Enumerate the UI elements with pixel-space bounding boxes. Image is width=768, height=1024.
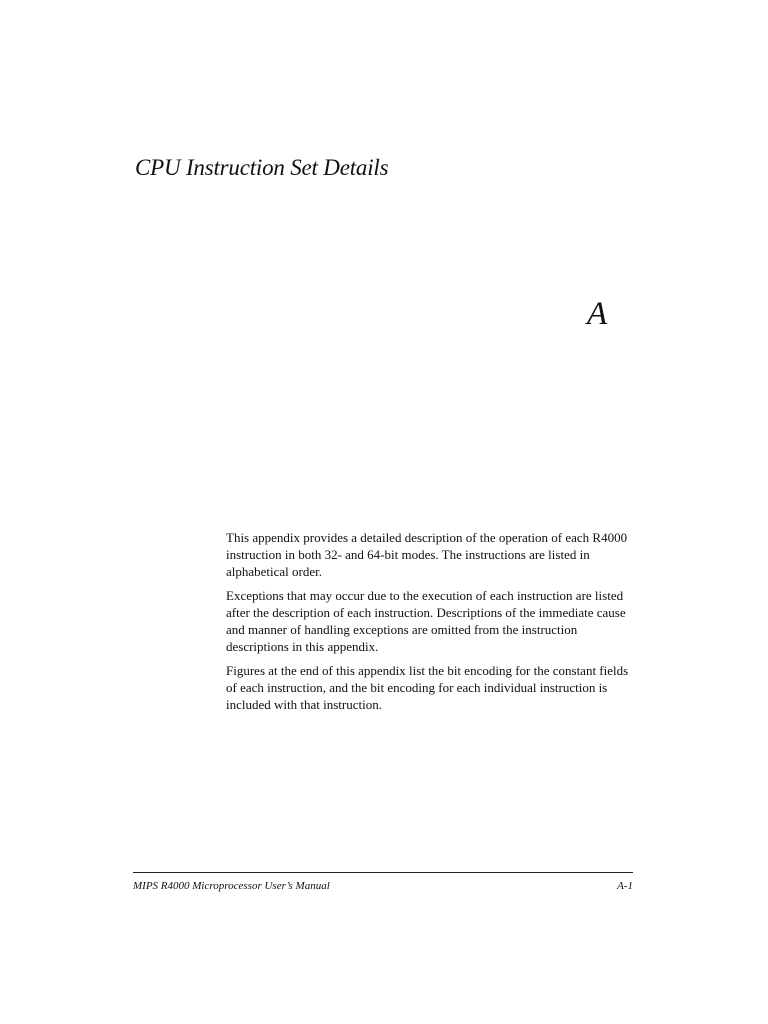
body-text [226, 529, 636, 720]
footer-page-number: A-1 [617, 880, 633, 892]
chapter-title: CPU Instruction Set Details [135, 155, 389, 180]
paragraph-exceptions: Exceptions that may occur due to the execution of each instruction are listed after the description of each instruction. Descriptions of the immediate cause and manner of handling exceptions are omitted from the instruction descriptions in this appendix. [226, 588, 626, 654]
paragraph-figures: Figures at the end of this appendix list the bit encoding for the constant fields of each instruction, and the bit encoding for each individual instruction is included with that instruction. [226, 663, 629, 712]
paragraph-intro: This appendix provides a detailed description of the operation of each R4000 instruction in both 32- and 64-bit modes. The instructions are listed in alphabetical order. [226, 530, 628, 579]
appendix-letter: A [587, 296, 608, 332]
footer-manual-title: MIPS R4000 Microprocessor User’s Manual [133, 880, 330, 892]
footer-divider [133, 872, 633, 873]
